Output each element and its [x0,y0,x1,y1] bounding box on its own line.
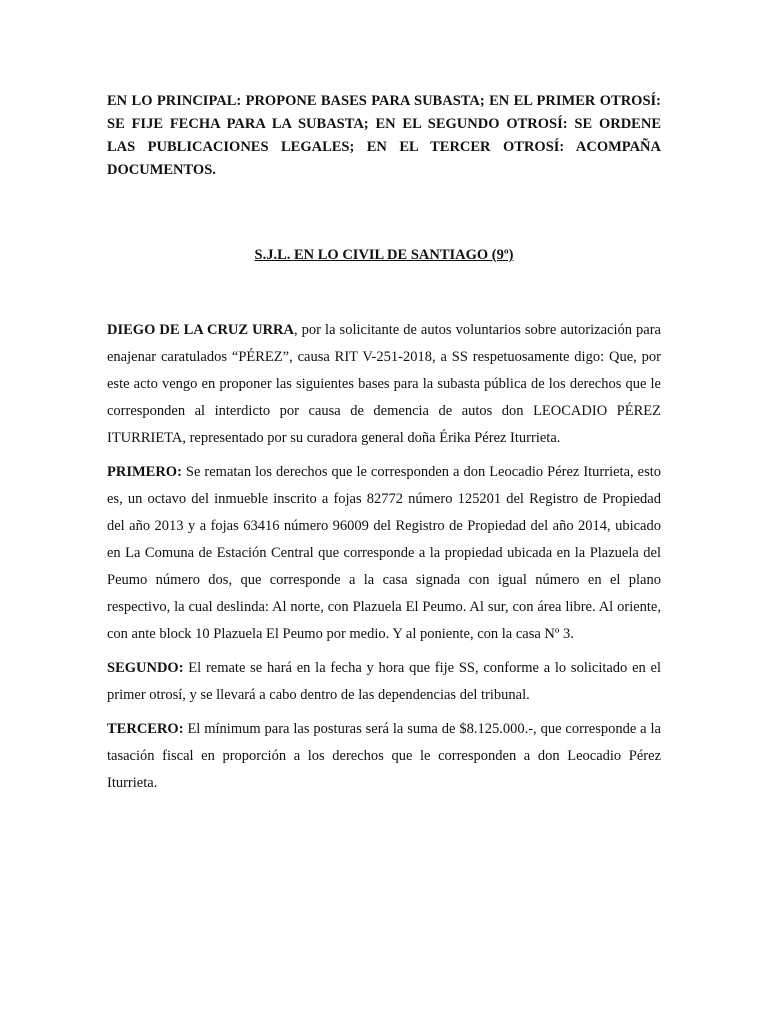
clause-segundo [107,655,661,709]
document-body [107,317,661,804]
clause-text: Se rematan los derechos que le corresponden a don Leocadio Pérez Iturrieta, esto es, un octavo del inmueble inscrito a fojas 82772 número 125201 del Registro de Propiedad del año 2013 y a fojas 63416 número 96009 del Registro de Propiedad del año 2014, ubicado en La Comuna de Estación Central que corresponde a la propiedad ubicada en la Plazuela del Peumo número dos, que corresponde a la casa signada con igual número en el plano respectivo, la cual deslinda: Al norte, con Plazuela El Peumo. Al sur, con área libre. Al oriente, con ante block 10 Plazuela El Peumo por medio. Y al poniente, con la casa Nº 3. [107,464,661,642]
intro-paragraph [107,317,661,452]
clause-label: PRIMERO: [107,464,182,480]
petition-summary: EN LO PRINCIPAL: PROPONE BASES PARA SUBASTA; EN EL PRIMER OTROSÍ: SE FIJE FECHA PARA LA SUBASTA; EN EL SEGUNDO OTROSÍ: SE ORDENE LAS PUBLICACIONES LEGALES; EN EL TERCER OTROSÍ: ACOMPAÑA DOCUMENTOS. [107,93,661,178]
petitioner-name: DIEGO DE LA CRUZ URRA [107,322,294,338]
clause-tercero [107,716,661,797]
clause-text: El remate se hará en la fecha y hora que fije SS, conforme a lo solicitado en el primer otrosí, y se llevará a cabo dentro de las dependencias del tribunal. [107,660,661,703]
clause-primero [107,459,661,648]
court-header: S.J.L. EN LO CIVIL DE SANTIAGO (9º) [254,247,514,263]
intro-text: , por la solicitante de autos voluntarios sobre autorización para enajenar caratulados “PÉREZ”, causa RIT V-251-2018, a SS respetuosamente digo: Que, por este acto vengo en proponer las siguientes bases para la subasta pública de los derechos que le corresponden al interdicto por causa de demencia de autos don LEOCADIO PÉREZ ITURRIETA, representado por su curadora general doña Érika Pérez Iturrieta. [107,322,661,446]
clause-label: SEGUNDO: [107,660,184,676]
clause-text: El mínimum para las posturas será la suma de $8.125.000.-, que corresponde a la tasación fiscal en proporción a los derechos que le corresponden a don Leocadio Pérez Iturrieta. [107,721,661,791]
clause-label: TERCERO: [107,721,184,737]
